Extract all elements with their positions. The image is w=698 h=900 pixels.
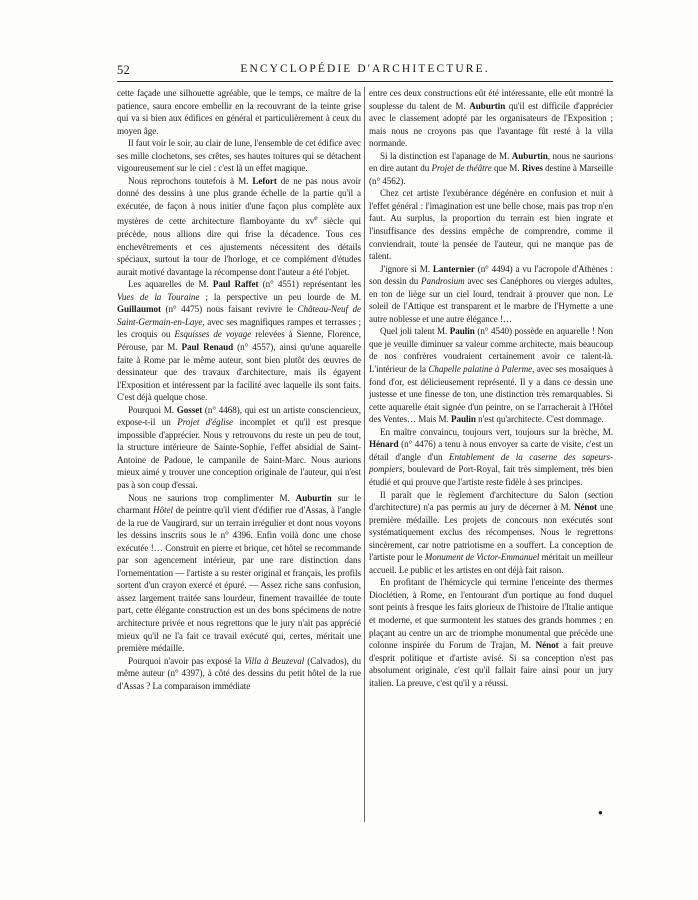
right-paragraph: Quel joli talent M. Paulin (n° 4540) possède en aquarelle ! Non que je veuille diminuer sa valeur comme architecte, mais beaucoup de nos confrères voudraient certainement avoir ce talent-là. L'intérieur de la Chapelle palatine à Palerme, avec ses mosaïques à fond d'or, est délicieusement représenté. Il y a dans ce dessin une justesse et une finesse de ton, une distinction très remarquables. Si cette aquarelle était signée d'un peintre, on se l'arracherait à l'Hôtel des Ventes… Mais M. Paulin n'est qu'architecte. C'est dommage. — [369, 326, 614, 425]
running-head — [117, 63, 613, 79]
right-paragraph: entre ces deux constructions eût été intéressante, elle eût montré la souplesse du talent de M. Auburtin qu'il est difficile d'apprécier avec le classement adopté par les organisateurs de l'Exposition ; mais nous ne croyons pas que l'avantage fût resté à la villa normande. — [369, 88, 613, 149]
right-paragraph: Si la distinction est l'apanage de M. Auburtin, nous ne saurions en dire autant du Projet de théâtre que M. Rives destine à Marseille (n° 4562). — [369, 150, 613, 186]
left-paragraph: Nous ne saurions trop complimenter M. Auburtin sur le charmant Hôtel de peintre qu'il vient d'édifier rue d'Assas, à l'angle de la rue de Vaugirard, sur un terrain irrégulier et dont nous voyons les dessins inscrits sous le n° 4396. Enfin voilà donc une chose exécutée !… Construit en pierre et brique, cet hôtel se recommande par son agencement intérieur, par une rare distinction dans l'ornementation — l'artiste a su rester original et français, les profils sortent d'un crayon exercé et épuré. — Assez riche sans confusion, assez largement traitée sans lourdeur, finement travaillée de toute part, cette élégante construction est un des bons spécimens de notre architecture privée et nous regrettons que le jury n'ait pas apprécié mieux qu'il ne l'a fait ce travail exécuté qui, certes, méritait une première médaille. — [117, 492, 362, 654]
right-paragraph: En profitant de l'hémicycle qui termine l'enceinte des thermes Dioclétien, à Rome, en l'entourant d'un portique au fond duquel sont peints à fresque les faits glorieux de l'histoire de l'Italie antique et moderne, et que surmontent les statues des grands hommes ; en plaçant au centre un arc de triomphe monumental que précède une colonne inspirée du Forum de Trajan, M. Nénot a fait preuve d'esprit politique et d'artiste avisé. Si sa conception n'est pas absolument originale, c'est qu'il fallait faire ainsi pour un jury italien. La preuve, c'est qu'il y a réussi. — [369, 577, 613, 688]
right-text-column — [369, 87, 613, 689]
right-paragraph: Il paraît que le règlement d'architecture du Salon (section d'architecture) n'a pas permis au jury de décerner à M. Nénot une première médaille. Les projets de concours non exécutés sont systématiquement exclus des récompenses. Nous le regrettons sincèrement, car notre patriotisme en a souffert. La conception de l'artiste pour le Monument de Victor-Emmanuel méritait un meilleur accueil. Le public et les artistes en ont déjà fait raison. — [369, 489, 614, 575]
header-rule — [117, 81, 613, 82]
left-paragraph: Il faut voir le soir, au clair de lune, l'ensemble de cet édifice avec ses mille clochetons, ses crêtes, ses hautes toitures qui se détachent vigoureusement sur le ciel : c'est là un effet magique. — [117, 138, 361, 174]
page-number: 52 — [117, 63, 131, 77]
right-paragraph: Chez cet artiste l'exubérance dégénère en confusion et nuit à l'effet général : l'imagination est une belle chose, mais pas trop n'en faut. Au surplus, la proportion du terrain est bien ingrate et l'insuffisance des dessins empêche de comprendre, comme il conviendrait, toute la pensée de l'auteur, qui ne manque pas de talent. — [369, 188, 613, 262]
left-paragraph: cette façade une silhouette agréable, que le temps, ce maître de la patience, saura encore embellir en la recouvrant de la teinte grise qui va si bien aux édifices en général et particulièrement à ceux du moyen âge. — [117, 88, 361, 136]
left-paragraph: Pourquoi M. Gosset (n° 4468), qui est un artiste consciencieux, expose-t-il un Projet d'église incomplet et qu'il est presque impossible d'apprécier. Nous y retrouvons du reste un peu de tout, la structure intérieure de Sainte-Sophie, l'effet absidial de Saint-Antoine de Padoue, le campanile de Saint-Marc. Nous aurions mieux aimé y trouver une conception originale de l'auteur, qui n'est pas à son coup d'essai. — [117, 404, 361, 490]
left-text-column — [117, 87, 361, 692]
left-paragraph: Nous reprochons toutefois à M. Lefort de ne pas nous avoir donné des dessins à une plus grande échelle de la partie qu'il a exécutée, de façon à nous initier d'une façon plus complète aux mystères de cette architecture flamboyante du $xv^e$ siècle qui précède, nous allions dire qui frise la décadence. Tous ces enchevêtrements et ces ajustements nécessitent des détails spéciaux, surtout la tour de l'horloge, et ce complément d'études aurait motivé davantage la récompense dont l'auteur a été l'objet. — [117, 175, 361, 277]
right-paragraph: J'ignore si M. Lanternier (n° 4494) a vu l'acropole d'Athènes : son dessin du Pandrosium avec ses Canéphores ou vierges adultes, en ton de liège sur un ciel lourd, tendrait à prouver que non. Le soleil de l'Attique est transparent et le marbre de l'Hymette a une autre noblesse et une autre élégance !… — [369, 263, 613, 324]
running-title: ENCYCLOPÉDIE D'ARCHITECTURE. — [240, 63, 490, 75]
end-ornament: ● — [598, 808, 603, 817]
left-paragraph: Pourquoi n'avoir pas exposé la Villa à Beuzeval (Calvados), du même auteur (n° 4397), à côté des dessins du petit hôtel de la rue d'Assas ? La comparaison immédiate — [117, 655, 361, 691]
column-divider — [364, 87, 365, 822]
left-paragraph: Les aquarelles de M. Paul Raffet (n° 4551) représentant les Vues de la Touraine ; la perspective un peu lourde de M. Guillaumot (n° 4475) nous faisant revivre le Château-Neuf de Saint-Germain-en-Laye, avec ses magnifiques rampes et terrasses ; les croquis ou Esquisses de voyage relevées à Sienne, Florence, Pérouse, par M. Paul Renaud (n° 4557), ainsi qu'une aquarelle faite à Rome par le même auteur, sont bien plutôt des œuvres de dessinateur que des travaux d'architecture, mais ils égayent l'Exposition et intéressent par la facilité avec laquelle ils sont faits. C'est déjà quelque chose. — [117, 279, 362, 403]
right-paragraph: En maître convaincu, toujours vert, toujours sur la brèche, M. Hénard (n° 4476) a tenu à nous envoyer sa carte de visite, c'est un détail d'angle d'un Entablement de la caserne des sapeurs-pompiers, boulevard de Port-Royal, fait très simplement, très bien étudié et qui prouve que l'artiste reste fidèle à ses principes. — [369, 426, 613, 487]
